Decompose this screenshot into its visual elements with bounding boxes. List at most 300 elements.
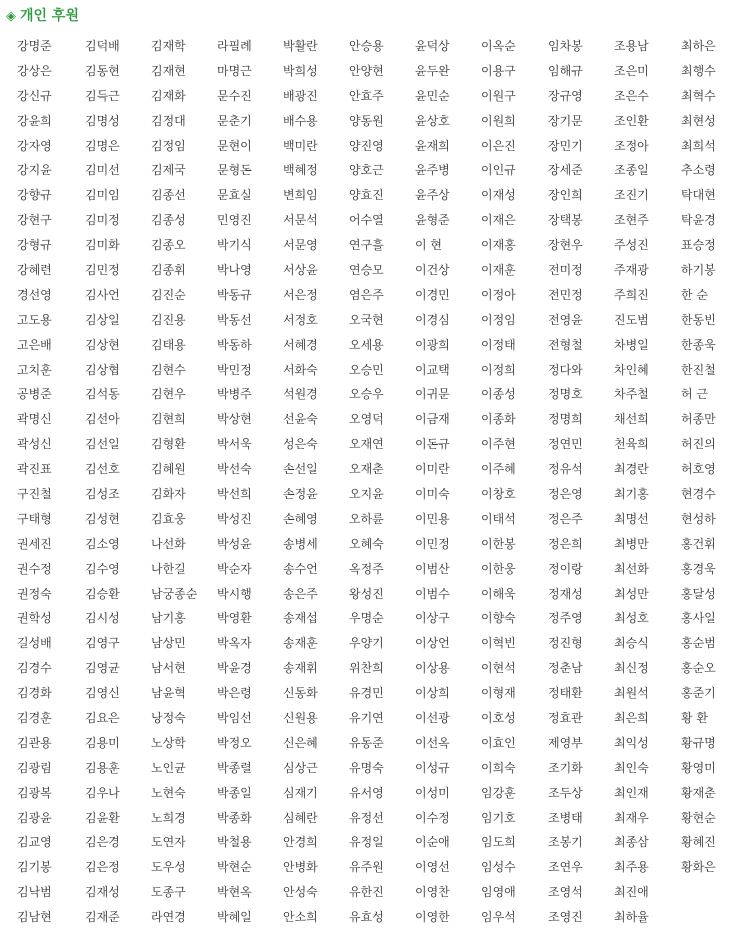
donor-name: 김남현 [17,910,52,925]
donor-name: 이순애 [415,835,450,850]
table-row [0,33,733,58]
donor-name: 김명성 [85,113,120,128]
donor-name: 박민정 [217,362,252,377]
donor-name: 이민정 [415,536,450,551]
donor-name: 차주철 [614,387,649,402]
donor-name: 최은희 [614,710,649,725]
donor-name: 서문석 [283,213,318,228]
donor-name: 안병화 [283,860,318,875]
donor-name: 박종렬 [217,760,252,775]
donor-name: 위찬희 [349,661,384,676]
donor-name: 옥정주 [349,561,384,576]
table-row [0,133,733,158]
donor-name: 제영부 [548,735,583,750]
donor-name: 문수진 [217,88,252,103]
donor-name: 김영균 [85,661,120,676]
donor-name: 윤민순 [415,88,450,103]
donor-name: 조용남 [614,38,649,53]
donor-name: 이돈규 [415,437,450,452]
table-row [0,307,733,332]
donor-name: 이상희 [415,686,450,701]
donor-name: 김미임 [85,188,120,203]
donor-name: 김경화 [17,686,52,701]
donor-name: 손선일 [283,462,318,477]
table-row [0,481,733,506]
donor-name: 홍달성 [681,586,716,601]
donor-name: 최원석 [614,686,649,701]
donor-name: 최경란 [614,462,649,477]
donor-name: 오영덕 [349,412,384,427]
donor-name: 허호영 [681,462,716,477]
donor-name: 정춘남 [548,661,583,676]
donor-name: 윤주병 [415,163,450,178]
donor-name: 이선옥 [415,735,450,750]
donor-name: 남상민 [151,636,186,651]
donor-name: 김진용 [151,312,186,327]
donor-name: 연승모 [349,262,384,277]
donor-name: 박현옥 [217,885,252,900]
donor-name: 이수정 [415,810,450,825]
donor-name: 안효주 [349,88,384,103]
donor-name: 이성미 [415,785,450,800]
donor-name: 이호성 [481,710,516,725]
donor-name: 강현구 [17,213,52,228]
donor-name: 남기홍 [151,611,186,626]
donor-name: 남궁종순 [151,586,198,601]
donor-name: 이형재 [481,686,516,701]
diamond-bullet-icon: ◈ [6,9,16,24]
donor-name: 최혁수 [681,88,716,103]
donor-name: 이주현 [481,437,516,452]
donor-name: 문효실 [217,188,252,203]
donor-name: 황혜진 [681,835,716,850]
donor-name: 탁윤경 [681,213,716,228]
donor-name: 김소영 [85,536,120,551]
donor-name: 박병주 [217,387,252,402]
donor-name: 김상현 [85,337,120,352]
donor-name: 연구흘 [349,238,384,253]
donor-name: 김형환 [151,437,186,452]
donor-name: 이태석 [481,511,516,526]
donor-name: 신동화 [283,686,318,701]
donor-name: 안경희 [283,835,318,850]
donor-name: 정은영 [548,486,583,501]
donor-name: 이혁빈 [481,636,516,651]
donor-name: 오혜숙 [349,536,384,551]
donor-name: 곽성신 [17,437,52,452]
donor-name: 김우나 [85,785,120,800]
donor-name: 정이랑 [548,561,583,576]
donor-name: 서화숙 [283,362,318,377]
donor-name: 송재휘 [283,661,318,676]
donor-name: 이미란 [415,462,450,477]
donor-name: 문형돈 [217,163,252,178]
section-title-text: 개인 후원 [20,8,79,24]
donor-name: 표승정 [681,238,716,253]
table-row [0,232,733,257]
donor-name: 이종성 [481,387,516,402]
donor-name: 최하율 [614,910,649,925]
table-row [0,581,733,606]
donor-name: 김태용 [151,337,186,352]
donor-name: 강명준 [17,38,52,53]
donor-name: 최종삼 [614,835,649,850]
donor-name: 왕성진 [349,586,384,601]
donor-name: 김민정 [85,262,120,277]
donor-name: 노상학 [151,735,186,750]
donor-name: 김종성 [151,213,186,228]
donor-name: 오재연 [349,437,384,452]
donor-name: 김교영 [17,835,52,850]
donor-name-table-body [0,33,733,929]
donor-name: 이정희 [481,362,516,377]
donor-name: 나선화 [151,536,186,551]
donor-name: 김명은 [85,138,120,153]
donor-name: 김사언 [85,287,120,302]
donor-name: 김요은 [85,710,120,725]
donor-name: 유정일 [349,835,384,850]
donor-name: 오하륜 [349,511,384,526]
donor-name: 윤재희 [415,138,450,153]
donor-name: 김종선 [151,188,186,203]
donor-name: 이정태 [481,337,516,352]
table-row [0,406,733,431]
donor-name: 백혜정 [283,163,318,178]
donor-name: 최행수 [681,63,716,78]
table-row [0,83,733,108]
donor-name: 김상협 [85,362,120,377]
donor-name: 양효진 [349,188,384,203]
donor-name: 양호근 [349,163,384,178]
donor-name: 박나영 [217,262,252,277]
donor-name: 심혜란 [283,810,318,825]
donor-name: 노희경 [151,810,186,825]
donor-name: 홍사일 [681,611,716,626]
donor-name: 김석동 [85,387,120,402]
donor-name: 한진철 [681,362,716,377]
donor-name: 최인숙 [614,760,649,775]
table-row [0,58,733,83]
donor-name: 김상일 [85,312,120,327]
donor-name: 조진기 [614,188,649,203]
donor-name: 이인규 [481,163,516,178]
donor-name: 윤덕상 [415,38,450,53]
donor-name: 박영환 [217,611,252,626]
donor-name: 정유석 [548,462,583,477]
donor-name: 강윤희 [17,113,52,128]
donor-name: 유정선 [349,810,384,825]
donor-name: 최익성 [614,735,649,750]
donor-name: 김재학 [151,38,186,53]
donor-name: 유명숙 [349,760,384,775]
donor-name: 송수언 [283,561,318,576]
donor-name-table [0,33,733,929]
donor-name: 오국현 [349,312,384,327]
donor-name: 박정오 [217,735,252,750]
donor-name: 권학성 [17,611,52,626]
donor-name: 노인균 [151,760,186,775]
donor-name: 임성수 [481,860,516,875]
donor-name: 조은수 [614,88,649,103]
donor-name: 김미정 [85,213,120,228]
donor-name: 남윤혁 [151,686,186,701]
donor-name: 강신규 [17,88,52,103]
donor-name: 이영선 [415,860,450,875]
donor-name: 장인희 [548,188,583,203]
donor-name: 박성진 [217,511,252,526]
donor-name: 박혜일 [217,910,252,925]
donor-name: 곽진표 [17,462,52,477]
donor-name: 강향규 [17,188,52,203]
donor-name: 김종휘 [151,262,186,277]
donor-name: 이상언 [415,636,450,651]
donor-name: 안성숙 [283,885,318,900]
donor-name: 홍건휘 [681,536,716,551]
donor-name: 김윤환 [85,810,120,825]
donor-name: 박은령 [217,686,252,701]
donor-name: 김영구 [85,636,120,651]
donor-name: 박옥자 [217,636,252,651]
donor-name: 주희진 [614,287,649,302]
donor-name: 박기식 [217,238,252,253]
donor-name: 안양현 [349,63,384,78]
table-row [0,182,733,207]
donor-name: 임도희 [481,835,516,850]
donor-name: 이정임 [481,312,516,327]
donor-name: 노현숙 [151,785,186,800]
donor-name: 조기화 [548,760,583,775]
donor-name: 한 순 [681,287,708,302]
donor-name: 박종일 [217,785,252,800]
donor-name: 김용훈 [85,760,120,775]
donor-name: 강형규 [17,238,52,253]
donor-name: 최병만 [614,536,649,551]
donor-name: 송재훈 [283,636,318,651]
donor-name: 장현우 [548,238,583,253]
donor-name: 정태환 [548,686,583,701]
donor-name: 윤두완 [415,63,450,78]
donor-name: 유한진 [349,885,384,900]
donor-name: 남서현 [151,661,186,676]
donor-name: 조봉기 [548,835,583,850]
donor-name: 이정아 [481,287,516,302]
donor-name: 임강훈 [481,785,516,800]
donor-name: 김제국 [151,163,186,178]
donor-name: 이현석 [481,661,516,676]
donor-name: 조인환 [614,113,649,128]
donor-name: 안승용 [349,38,384,53]
donor-name: 조병태 [548,810,583,825]
donor-name: 이범수 [415,586,450,601]
donor-name: 선윤숙 [283,412,318,427]
table-row [0,357,733,382]
table-row [0,605,733,630]
donor-name: 이해욱 [481,586,516,601]
donor-name: 이재은 [481,213,516,228]
donor-name: 우양기 [349,636,384,651]
donor-name: 김승환 [85,586,120,601]
donor-name: 유주원 [349,860,384,875]
donor-name: 권수정 [17,561,52,576]
donor-name: 윤주상 [415,188,450,203]
donor-name: 임우석 [481,910,516,925]
donor-name: 김영신 [85,686,120,701]
donor-name: 정다와 [548,362,583,377]
donor-name: 김선아 [85,412,120,427]
donor-name: 김정대 [151,113,186,128]
donor-name: 박철용 [217,835,252,850]
donor-name: 한종욱 [681,337,716,352]
donor-name: 김화자 [151,486,186,501]
donor-name: 조영석 [548,885,583,900]
donor-name: 양진영 [349,138,384,153]
donor-name: 이경심 [415,312,450,327]
table-row [0,730,733,755]
donor-name: 김진순 [151,287,186,302]
donor-name: 황재춘 [681,785,716,800]
donor-name: 최명선 [614,511,649,526]
table-row [0,381,733,406]
table-row [0,630,733,655]
donor-name: 이원구 [481,88,516,103]
donor-name: 배광진 [283,88,318,103]
donor-name: 석원경 [283,387,318,402]
donor-name: 정은주 [548,511,583,526]
donor-name: 최하은 [681,38,716,53]
donor-name: 윤상호 [415,113,450,128]
donor-name: 홍순범 [681,636,716,651]
donor-name: 이민용 [415,511,450,526]
donor-name: 이광희 [415,337,450,352]
donor-name: 서상윤 [283,262,318,277]
donor-name: 염은주 [349,287,384,302]
donor-name: 김성현 [85,511,120,526]
donor-name: 정은희 [548,536,583,551]
donor-name: 허종만 [681,412,716,427]
donor-name: 김혜원 [151,462,186,477]
donor-name: 유서영 [349,785,384,800]
donor-name: 임해규 [548,63,583,78]
donor-name: 최승식 [614,636,649,651]
donor-name: 최신정 [614,661,649,676]
donor-name: 손혜영 [283,511,318,526]
donor-name: 장택봉 [548,213,583,228]
donor-name: 조은미 [614,63,649,78]
table-row [0,680,733,705]
table-row [0,780,733,805]
donor-name: 심상근 [283,760,318,775]
donor-name: 이상구 [415,611,450,626]
donor-name: 송은주 [283,586,318,601]
donor-name: 이용구 [481,63,516,78]
donor-name: 최성호 [614,611,649,626]
donor-name: 김효웅 [151,511,186,526]
donor-name: 유경민 [349,686,384,701]
donor-name: 오승우 [349,387,384,402]
donor-name: 이교택 [415,362,450,377]
donor-name: 심재기 [283,785,318,800]
donor-name: 박시행 [217,586,252,601]
donor-name: 김경훈 [17,710,52,725]
donor-name: 박종화 [217,810,252,825]
donor-name: 김종오 [151,238,186,253]
table-row [0,556,733,581]
table-row [0,506,733,531]
table-row [0,108,733,133]
donor-name: 강자영 [17,138,52,153]
donor-name: 이귀문 [415,387,450,402]
donor-name: 라연경 [151,910,186,925]
donor-name: 차병일 [614,337,649,352]
donor-name: 박성윤 [217,536,252,551]
donor-name: 길성배 [17,636,52,651]
donor-name: 이범산 [415,561,450,576]
donor-name: 이경민 [415,287,450,302]
donor-name: 김미선 [85,163,120,178]
donor-name: 고치훈 [17,362,52,377]
donor-name: 문춘기 [217,113,252,128]
donor-name: 임기호 [481,810,516,825]
donor-name: 이재훈 [481,262,516,277]
donor-name: 조연우 [548,860,583,875]
donor-name: 이한봉 [481,536,516,551]
donor-name: 구태형 [17,511,52,526]
donor-name: 강지윤 [17,163,52,178]
donor-name: 홍준기 [681,686,716,701]
table-row [0,705,733,730]
donor-name: 김동현 [85,63,120,78]
donor-name: 김경수 [17,661,52,676]
donor-name: 라필례 [217,38,252,53]
donor-name: 김득근 [85,88,120,103]
donor-name: 김수영 [85,561,120,576]
donor-name: 주재광 [614,262,649,277]
donor-name: 박동규 [217,287,252,302]
donor-name: 이종화 [481,412,516,427]
donor-name: 장세준 [548,163,583,178]
donor-name: 이선광 [415,710,450,725]
donor-name: 박희성 [283,63,318,78]
donor-name: 이효인 [481,735,516,750]
donor-name: 정연민 [548,437,583,452]
donor-name: 배수용 [283,113,318,128]
donor-name: 문현이 [217,138,252,153]
donor-name: 강혜련 [17,262,52,277]
donor-name: 나한길 [151,561,186,576]
donor-name: 경선영 [17,287,52,302]
table-row [0,157,733,182]
donor-name: 최주용 [614,860,649,875]
donor-name: 서은정 [283,287,318,302]
donor-name: 조현주 [614,213,649,228]
donor-name: 최진애 [614,885,649,900]
donor-name: 양동원 [349,113,384,128]
donor-name: 조두상 [548,785,583,800]
donor-name: 전민정 [548,287,583,302]
donor-name: 유기연 [349,710,384,725]
donor-name: 서정호 [283,312,318,327]
donor-name: 오세용 [349,337,384,352]
donor-name: 최희석 [681,138,716,153]
donor-name: 김용미 [85,735,120,750]
donor-name: 정효관 [548,710,583,725]
donor-name: 하기봉 [681,262,716,277]
donor-name: 안소희 [283,910,318,925]
donor-name: 권정숙 [17,586,52,601]
table-row [0,755,733,780]
donor-name: 박상현 [217,412,252,427]
table-row [0,904,733,929]
